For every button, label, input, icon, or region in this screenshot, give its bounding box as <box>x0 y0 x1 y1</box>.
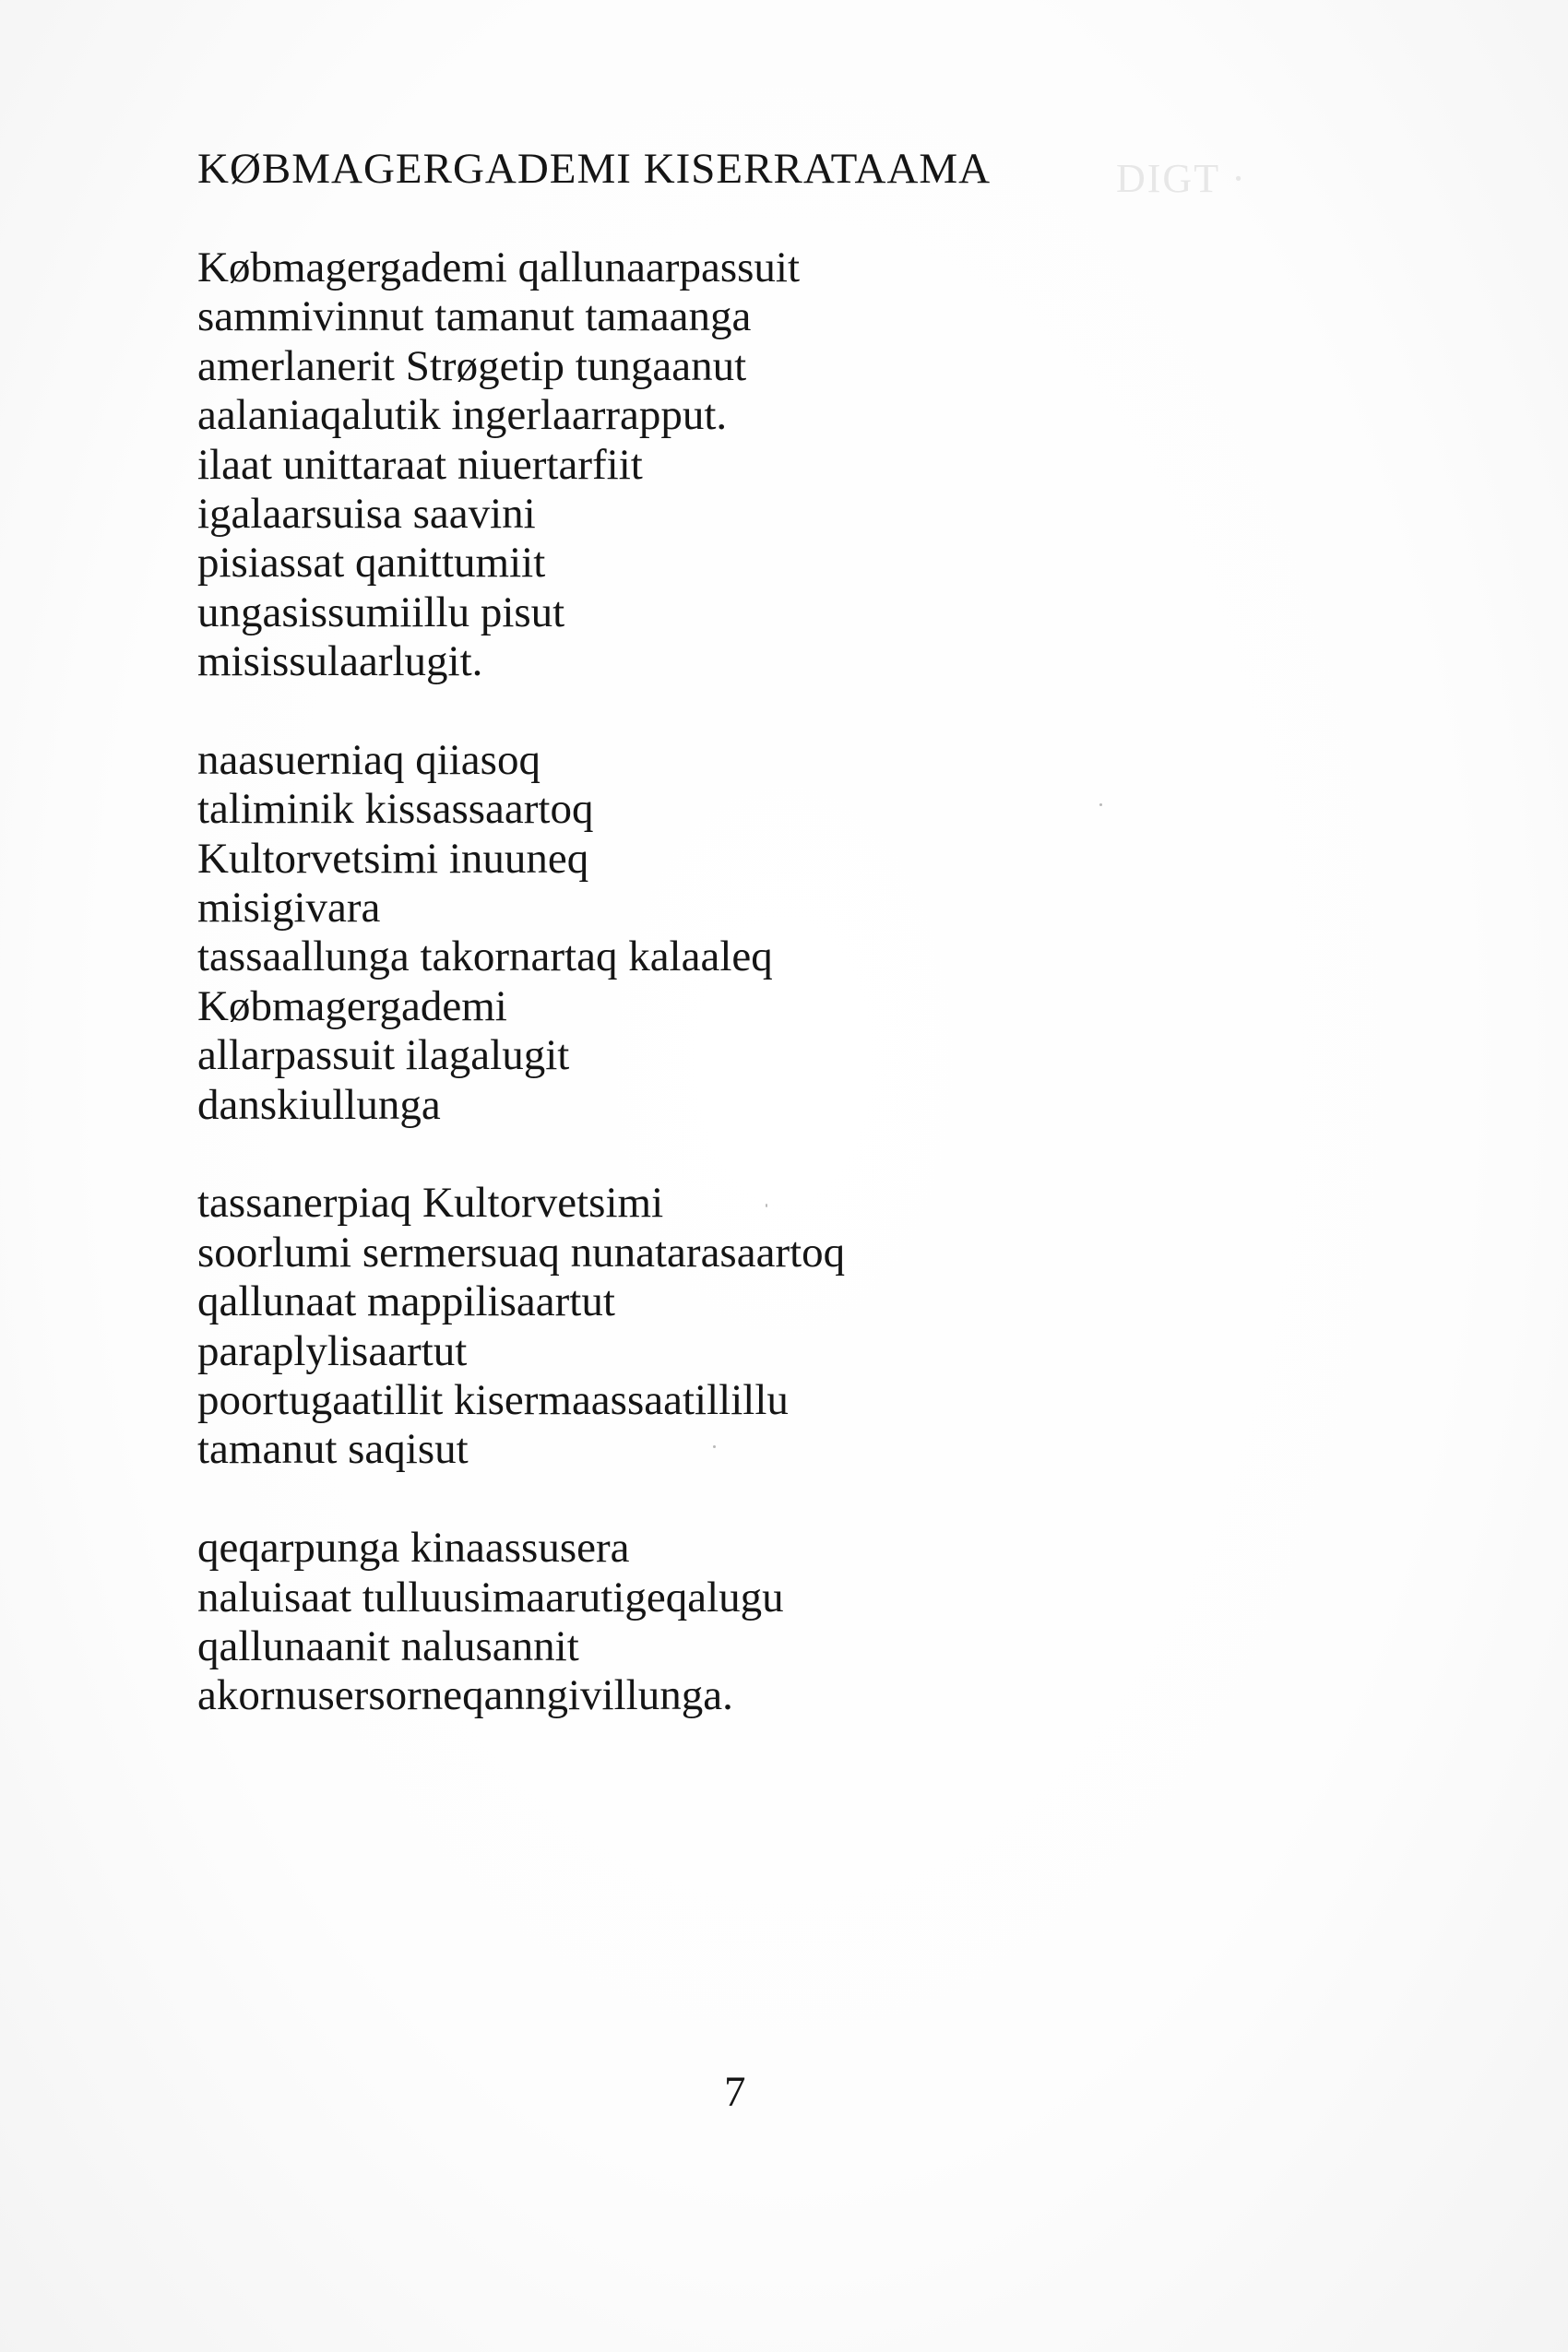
poem-line: Kultorvetsimi inuuneq <box>197 834 589 883</box>
poem-line: amerlanerit Strøgetip tungaanut <box>197 341 747 390</box>
poem-line: qallunaanit nalusannit <box>197 1621 579 1670</box>
poem-line: allarpassuit ilagalugit <box>197 1031 570 1080</box>
poem-line: naluisaat tulluusimaarutigeqalugu <box>197 1573 784 1621</box>
poem-line: taliminik kissassaartoq <box>197 785 594 834</box>
page-number: 7 <box>724 2068 746 2116</box>
poem-line: ilaat unittaraat niuertarfiit <box>197 440 643 489</box>
poem-line: akornusersorneqanngivillunga. <box>197 1671 733 1720</box>
poem-line: paraplylisaartut <box>197 1326 468 1375</box>
show-through-text: DIGT · <box>1116 156 1247 201</box>
poem-line: Købmagergademi <box>197 981 507 1030</box>
stanza-2 <box>197 736 1120 1130</box>
poem-line: ungasissumiillu pisut <box>197 588 565 636</box>
stanza-3 <box>197 1179 1120 1474</box>
poem-line: sammivinnut tamanut tamaanga <box>197 292 752 341</box>
poem-line: naasuerniaq qiiasoq <box>197 735 540 784</box>
poem-line: tassaallunga takornartaq kalaaleq <box>197 932 773 981</box>
poem-body <box>197 244 1120 1770</box>
poem-line: misigivara <box>197 884 381 932</box>
poem-line: aalaniaqalutik ingerlaarrapput. <box>197 391 728 440</box>
paper-speck <box>766 1204 767 1207</box>
poem-line: qeqarpunga kinaassusera <box>197 1524 630 1573</box>
poem-line: tamanut saqisut <box>197 1425 469 1474</box>
poem-line: qallunaat mappilisaartut <box>197 1277 615 1326</box>
poem-line: Købmagergademi qallunaarpassuit <box>197 244 801 291</box>
poem-line: pisiassat qanittumiit <box>197 539 546 588</box>
poem-line: misissulaarlugit. <box>197 637 483 686</box>
poem-line: soorlumi sermersuaq nunatarasaartoq <box>197 1228 846 1277</box>
poem-line: poortugaatillit kisermaassaatillillu <box>197 1375 789 1424</box>
poem-title: KØBMAGERGADEMI KISERRATAAMA <box>197 145 992 193</box>
poem-line: tassanerpiaq Kultorvetsimi <box>197 1179 664 1228</box>
poem-line: igalaarsuisa saavini <box>197 489 536 538</box>
poem-line: danskiullunga <box>197 1080 441 1129</box>
paper-speck <box>1099 803 1102 806</box>
stanza-4 <box>197 1524 1120 1721</box>
stanza-1 <box>197 244 1120 687</box>
paper-speck <box>713 1445 716 1448</box>
